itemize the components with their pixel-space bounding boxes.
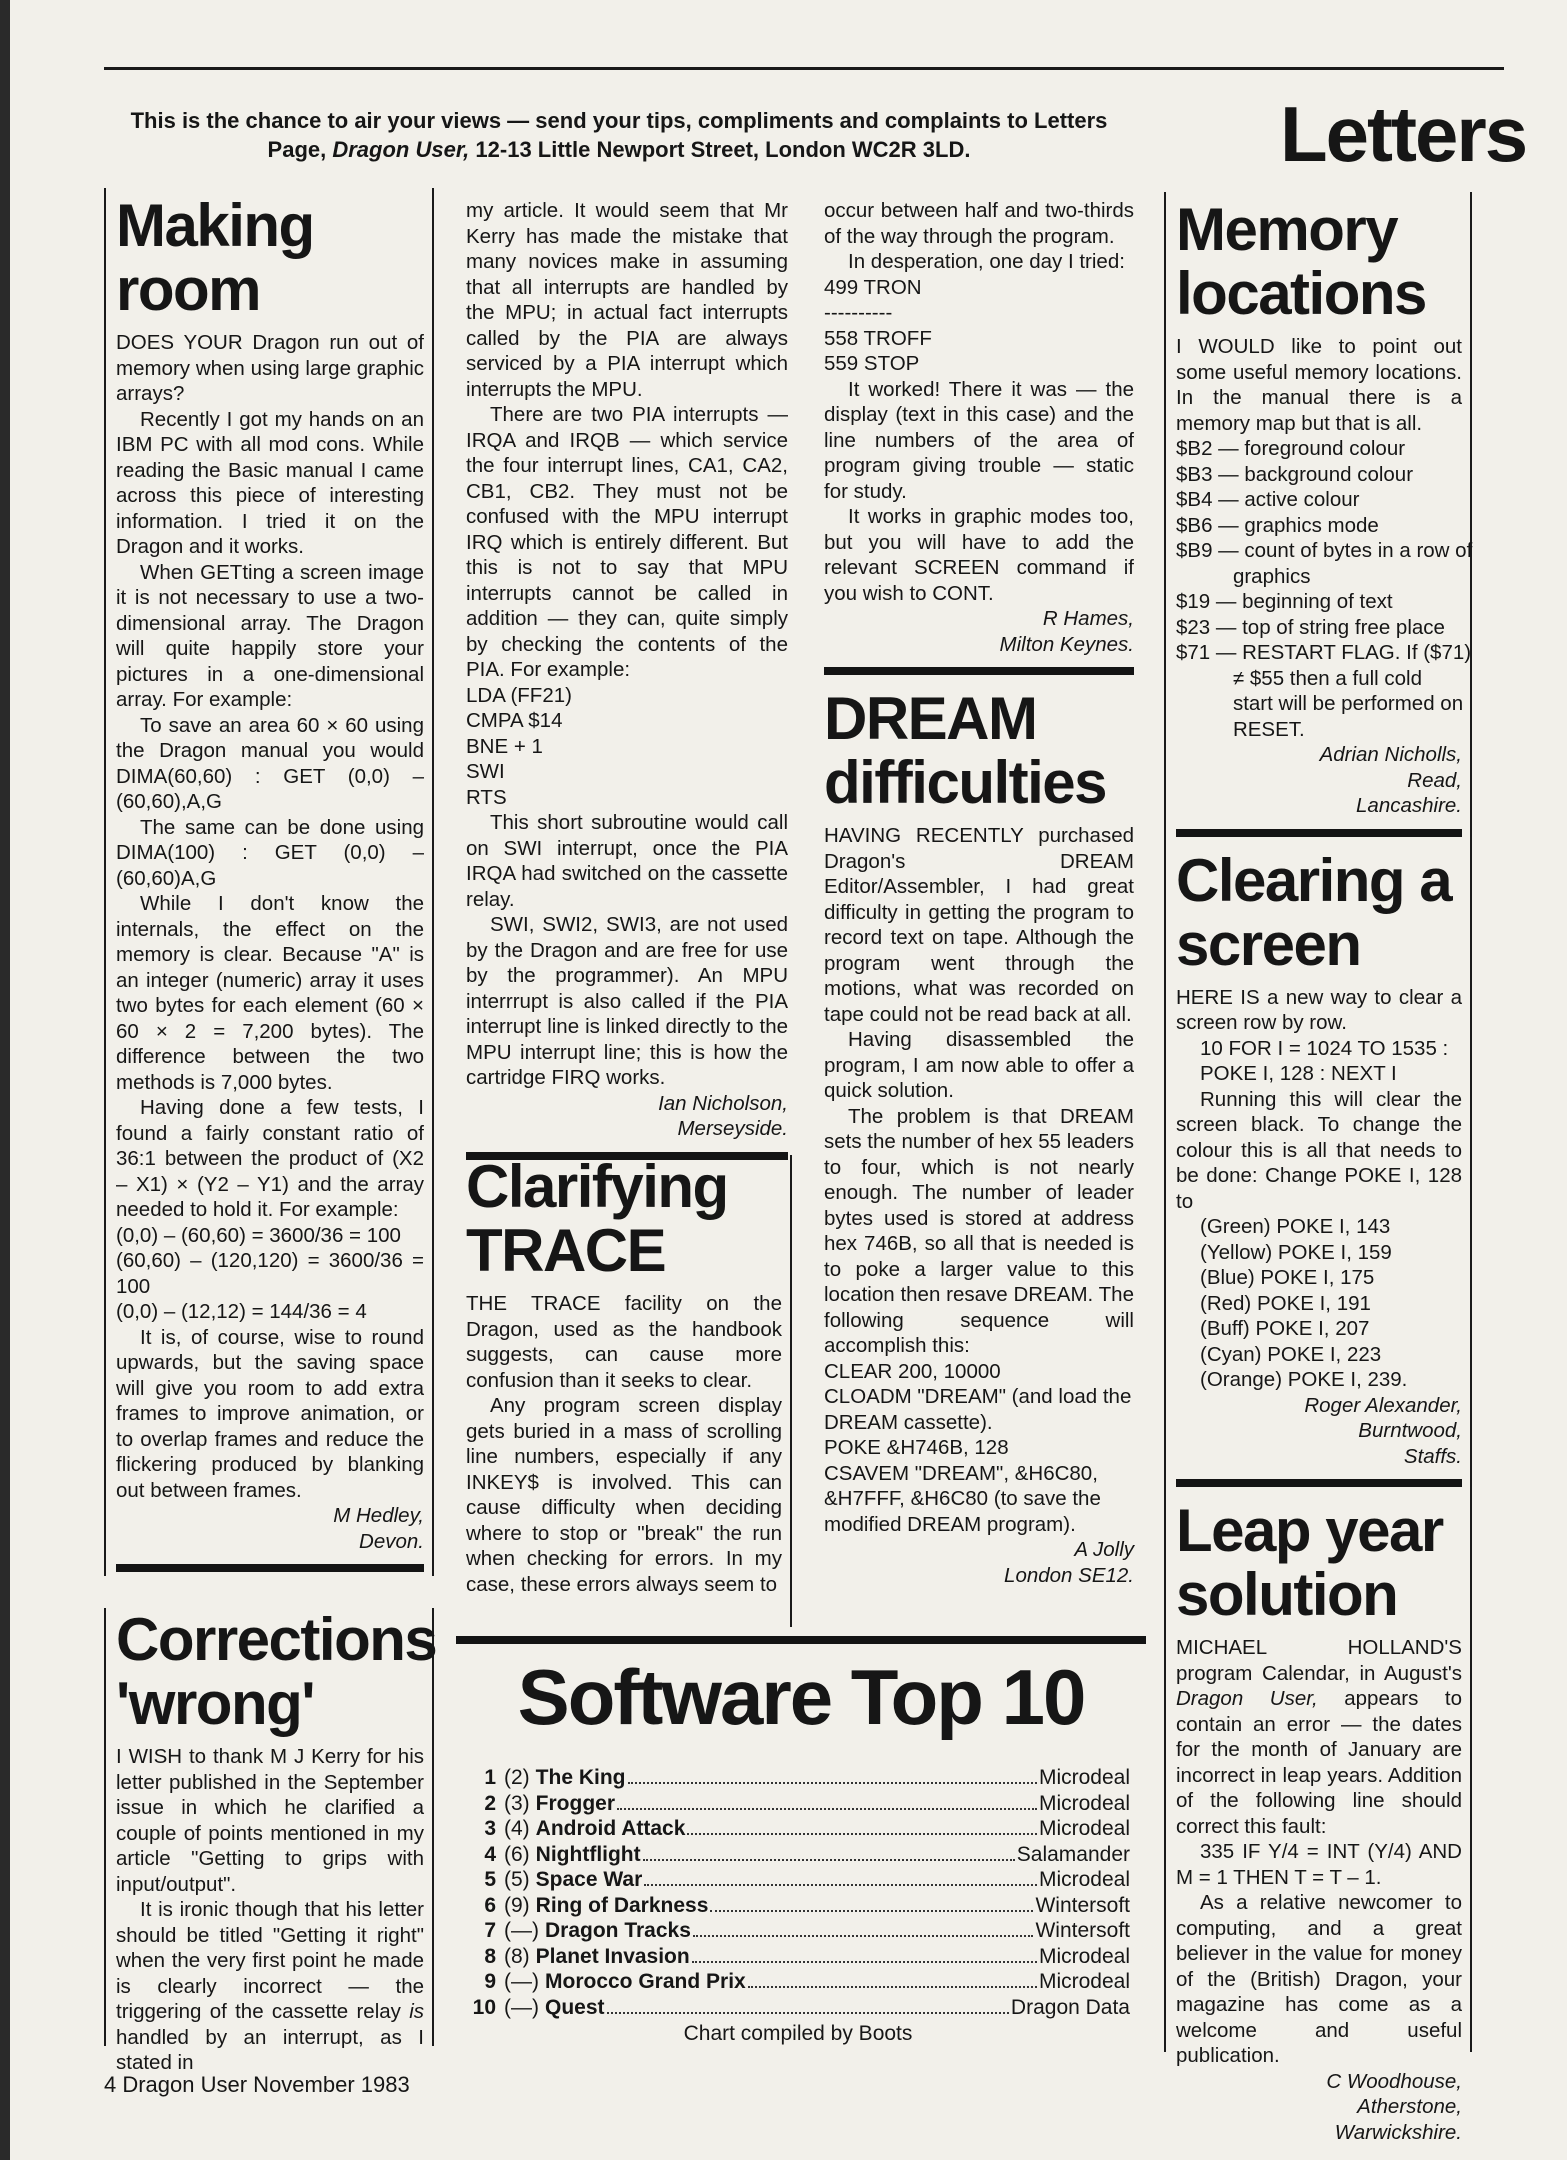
colour-list: (Green) POKE I, 143 (Yellow) POKE I, 159 (Blue) POKE I, 175 (Red) POKE I, 191 (Buff) POKE I, 207 (Cyan) POKE I, 223 (Orange) POKE I, 239. [1200, 1215, 1408, 1391]
paragraph: THE TRACE facility on the Dragon, used as the handbook suggests, can cause more confusion than it seeks to clear. [466, 1292, 782, 1392]
code-block: CLEAR 200, 10000 CLOADM "DREAM" (and load the DREAM cassette). POKE &H746B, 128 CSAVEM "DREAM", &H6C80, &H7FFF, &H6C80 (to save the modified DREAM program). [824, 1359, 1132, 1536]
signature-name: Adrian Nicholls, [1319, 743, 1462, 766]
signature-name: Roger Alexander, [1304, 1393, 1462, 1417]
chart-row [466, 1867, 1130, 1893]
chart-rank: 1 [484, 1766, 496, 1789]
letter-title: Leap year solution [1176, 1497, 1443, 1628]
page-footer: 4 Dragon User November 1983 [104, 2072, 410, 2097]
paragraph: my article. It would seem that Mr Kerry has made the mistake that many novices make in assuming that all interrupts are handled by the MPU; in actual fact interrupts called by the PIA are always serviced by a PIA interrupt which interrupts the MPU. [466, 199, 788, 401]
letter-making-room [104, 188, 434, 1576]
paragraph: Recently I got my hands on an IBM PC with all mod cons. While reading the Basic manual I came across this piece of interesting information. I tried it on the Dragon and it works. [116, 407, 424, 558]
leader-dots [693, 1935, 1034, 1937]
paragraph: Having disassembled the program, I am now able to offer a quick solution. [824, 1028, 1134, 1102]
paragraph: As a relative newcomer to computing, and a great believer in the value for money of the (British) Dragon, your magazine has come as a welcome and useful publication. [1176, 1891, 1462, 2067]
leader-dots [687, 1833, 1037, 1835]
paragraph: Running this will clear the screen black. To change the colour this is all that needs to be done: Change POKE I, 128 to [1176, 1087, 1462, 1213]
paragraph: HERE IS a new way to clear a screen row by row. [1176, 985, 1462, 1034]
paragraph: I WISH to thank M J Kerry for his letter published in the September issue in which he clarified a couple of points mentioned in my article "Getting to grips with input/output". [116, 1745, 424, 1896]
letter-trace [462, 1155, 792, 1627]
chart-title: Space War [535, 1868, 643, 1891]
chart-previous-rank: (8) [504, 1944, 530, 1968]
chart-note: Chart compiled by Boots [683, 2022, 913, 2045]
chart-title: Nightflight [535, 1842, 641, 1866]
paragraph: It worked! There it was — the display (text in this case) and the line numbers of the area of program giving trouble — static for study. [824, 377, 1134, 503]
section-divider [824, 667, 1134, 675]
signature-place: Lancashire. [1356, 794, 1462, 817]
chart-publisher: Microdeal [1038, 1868, 1130, 1891]
chart-row [466, 1791, 1130, 1817]
chart-row [466, 1995, 1130, 2021]
chart-row [466, 1969, 1130, 1995]
chart-rank: 4 [484, 1842, 496, 1866]
leader-dots [748, 1986, 1037, 1988]
chart-previous-rank: (2) [504, 1766, 530, 1789]
section-divider [1176, 829, 1462, 837]
section-divider [116, 1564, 424, 1572]
paragraph: To save an area 60 × 60 using the Dragon manual you would DIMA(60,60) : GET (0,0) – (60,60),A,G [116, 713, 424, 813]
letter-title: Corrections 'wrong' [116, 1606, 437, 1737]
chart-title: Quest [545, 1995, 605, 2019]
letter-title: Making room [116, 192, 314, 323]
chart-title: Ring of Darkness [535, 1893, 709, 1917]
chart-previous-rank: (9) [504, 1893, 530, 1917]
chart-rank: 8 [484, 1944, 496, 1968]
leader-dots [628, 1782, 1037, 1784]
signature-place: Merseyside. [677, 1117, 788, 1140]
chart-publisher: Salamander [1016, 1842, 1130, 1866]
chart-previous-rank: (6) [504, 1842, 530, 1866]
chart-row [466, 1944, 1130, 1970]
chart-title: Frogger [535, 1791, 616, 1815]
signature-name: R Hames, [1042, 607, 1134, 630]
memory-list: $B2 — foreground colour $B3 — background colour $B4 — active colour $B6 — graphics mode $B9 — count of bytes in a row of graphics $19 — beginning of text $23 — top of string free place $71 — RESTART FLAG. If ($71) ≠ $55 then a full cold start will be performed on RESET. [1176, 437, 1473, 741]
code-block: 10 FOR I = 1024 TO 1535 : POKE I, 128 : NEXT I [1200, 1036, 1449, 1085]
paragraph: DOES YOUR Dragon run out of memory when using large graphic arrays? [116, 331, 424, 405]
code-line: (0,0) – (60,60) = 3600/36 = 100 [116, 1223, 401, 1247]
section-divider [456, 1636, 1146, 1644]
chart-rank: 10 [472, 1995, 496, 2019]
chart-previous-rank: (—) [504, 1970, 539, 1993]
paragraph: While I don't know the internals, the effect on the memory is clear. Because "A" is an integer (numeric) array it uses two bytes for each element (60 × 60 × 2 = 7,200 bytes). The difference between the two methods is 7,000 bytes. [116, 892, 424, 1094]
chart-title: Planet Invasion [535, 1944, 690, 1968]
top-rule [104, 67, 1504, 70]
chart-rank: 5 [484, 1868, 496, 1891]
letter-title: DREAM difficulties [824, 685, 1107, 816]
section-title: Letters [1280, 90, 1527, 178]
section-divider [1176, 1479, 1462, 1487]
paragraph: The same can be done using DIMA(100) : GET (0,0) – (60,60)A,G [116, 815, 424, 890]
chart-publisher: Microdeal [1038, 1817, 1130, 1840]
signature-place: Burntwood, [1358, 1419, 1462, 1442]
code-line: (60,60) – (120,120) = 3600/36 = 100 [116, 1249, 424, 1298]
chart-publisher: Microdeal [1038, 1970, 1130, 1993]
paragraph: When GETting a screen image it is not necessary to use a two-dimensional array. The Dragon will quite happily store your pictures in a one-dimensional array. For example: [116, 560, 424, 711]
paragraph: It is, of course, wise to round upwards, but the saving space will give you room to add extra frames to improve animation, or to overlap frames and reduce the flickering produced by blanking out between frames. [116, 1325, 424, 1502]
code-block: LDA (FF21) CMPA $14 BNE + 1 SWI RTS [466, 683, 572, 809]
top10-title: Software Top 10 [517, 1653, 1085, 1741]
chart-publisher: Microdeal [1038, 1944, 1130, 1968]
letter-corrections-continued [462, 198, 792, 1158]
signature-name: A Jolly [1074, 1538, 1134, 1561]
paragraph: Any program screen display gets buried in a mass of scrolling line numbers, especially if any INKEY$ is involved. This can cause difficulty when deciding where to stop or "break" the run when checking for errors. In my case, these errors always seem to [466, 1394, 782, 1596]
chart-title: The King [535, 1766, 626, 1789]
paragraph: SWI, SWI2, SWI3, are not used by the Dragon and are free for use by the programmer). An MPU interrrupt is also called if the PIA interrupt line is linked directly to the MPU interrupt line; this is how the cartridge FIRQ works. [466, 913, 788, 1089]
signature-place: London SE12. [1004, 1563, 1134, 1587]
chart-previous-rank: (—) [504, 1919, 539, 1942]
signature-place: Atherstone, [1357, 2095, 1462, 2118]
chart-previous-rank: (3) [504, 1791, 530, 1815]
letter-title: Clearing a screen [1176, 846, 1452, 978]
chart-row [466, 1893, 1130, 1919]
chart-previous-rank: (5) [504, 1868, 530, 1891]
paragraph: I WOULD like to point out some useful memory locations. In the manual there is a memory map but that is all. [1176, 335, 1462, 435]
chart-previous-rank: (4) [504, 1817, 530, 1840]
chart-rank: 6 [484, 1893, 496, 1917]
chart-rank: 7 [484, 1919, 496, 1942]
chart-row [466, 1918, 1130, 1944]
chart-row [466, 1816, 1130, 1842]
chart-publisher: Microdeal [1038, 1766, 1130, 1789]
paragraph: occur between half and two-thirds of the way through the program. [824, 199, 1134, 248]
signature-name: Ian Nicholson, [658, 1091, 788, 1115]
leader-dots [643, 1859, 1015, 1861]
intro-text: This is the chance to air your views — send your tips, compliments and complaints to Letters Page, Dragon User, 12-13 Little Newport Street, London WC2R 3LD. [130, 108, 1108, 162]
signature-place: Staffs. [1403, 1444, 1462, 1468]
letter-corrections [104, 1606, 437, 2074]
letter-title: Memory locations [1176, 196, 1426, 327]
letters-right-column [1164, 192, 1473, 2144]
chart-rank: 9 [484, 1970, 496, 1993]
paragraph: It works in graphic modes too, but you will have to add the relevant SCREEN command if you wish to CONT. [824, 505, 1134, 605]
letter-dream [820, 198, 1138, 1625]
paragraph: It is ironic though that his letter should be titled "Getting it right" when the very first point he made is clearly incorrect — the triggering of the cassette relay is handled by an interrupt, as I stated in [116, 1898, 424, 2074]
signature-place: Milton Keynes. [999, 632, 1134, 656]
code-line: 335 IF Y/4 = INT (Y/4) AND M = 1 THEN T = T – 1. [1176, 1840, 1462, 1889]
chart-previous-rank: (—) [504, 1995, 539, 2019]
chart-publisher: Microdeal [1038, 1791, 1130, 1815]
signature-place: Devon. [359, 1529, 424, 1553]
chart-publisher: Dragon Data [1010, 1995, 1130, 2019]
top10-chart [466, 1765, 1130, 2047]
code-line: (0,0) – (12,12) = 144/36 = 4 [116, 1300, 367, 1323]
page-edge [0, 0, 10, 2160]
leader-dots [644, 1884, 1037, 1886]
paragraph: There are two PIA interrupts — IRQA and IRQB — which service the four interrupt lines, CA1, CA2, CB1, CB2. They must not be confused with the MPU interrupt IRQ which is entirely different. But this is not to say that MPU interrupts cannot be called in addition — they can, quite simply by checking the contents of the PIA. For example: [466, 403, 788, 681]
paragraph: The problem is that DREAM sets the number of hex 55 leaders to four, which is not nearly enough. The number of leader bytes used is stored at address hex 746B, so all that is needed is to poke a larger value to this location then resave DREAM. The following sequence will accomplish this: [824, 1104, 1134, 1357]
signature-place: Read, [1407, 768, 1462, 792]
chart-rank: 3 [484, 1817, 496, 1840]
chart-title: Android Attack [535, 1817, 686, 1840]
code-block: 499 TRON ---------- 558 TROFF 559 STOP [824, 275, 932, 375]
signature-name: C Woodhouse, [1326, 2069, 1462, 2093]
chart-publisher: Wintersoft [1035, 1893, 1130, 1917]
chart-title: Morocco Grand Prix [545, 1970, 746, 1993]
paragraph: MICHAEL HOLLAND'S program Calendar, in August's Dragon User, appears to contain an error — the dates for the month of January are incorrect in leap years. Addition of the following line should correct this fault: [1176, 1636, 1463, 1838]
signature-place: Warwickshire. [1334, 2120, 1462, 2144]
paragraph: In desperation, one day I tried: [848, 250, 1125, 273]
paragraph: Having done a few tests, I found a fairly constant ratio of 36:1 between the product of (X2 – X1) × (Y2 – Y1) and the array needed to hold it. For example: [116, 1096, 424, 1221]
chart-row [466, 1765, 1130, 1791]
signature-name: M Hedley, [333, 1504, 424, 1527]
leader-dots [607, 2012, 1009, 2014]
paragraph: This short subroutine would call on SWI interrupt, once the PIA IRQA had switched on the cassette relay. [466, 811, 788, 911]
chart-rank: 2 [484, 1791, 496, 1815]
letter-title: Clarifying TRACE [466, 1153, 728, 1284]
leader-dots [692, 1961, 1037, 1963]
chart-publisher: Wintersoft [1035, 1919, 1130, 1942]
paragraph: HAVING RECENTLY purchased Dragon's DREAM Editor/Assembler, I had great difficulty in getting the program to record text on tape. Although the program went through the motions, what was recorded on tape could not be read back at all. [824, 824, 1134, 1026]
chart-title: Dragon Tracks [545, 1919, 691, 1942]
chart-row [466, 1842, 1130, 1868]
leader-dots [710, 1910, 1033, 1912]
leader-dots [617, 1808, 1037, 1810]
